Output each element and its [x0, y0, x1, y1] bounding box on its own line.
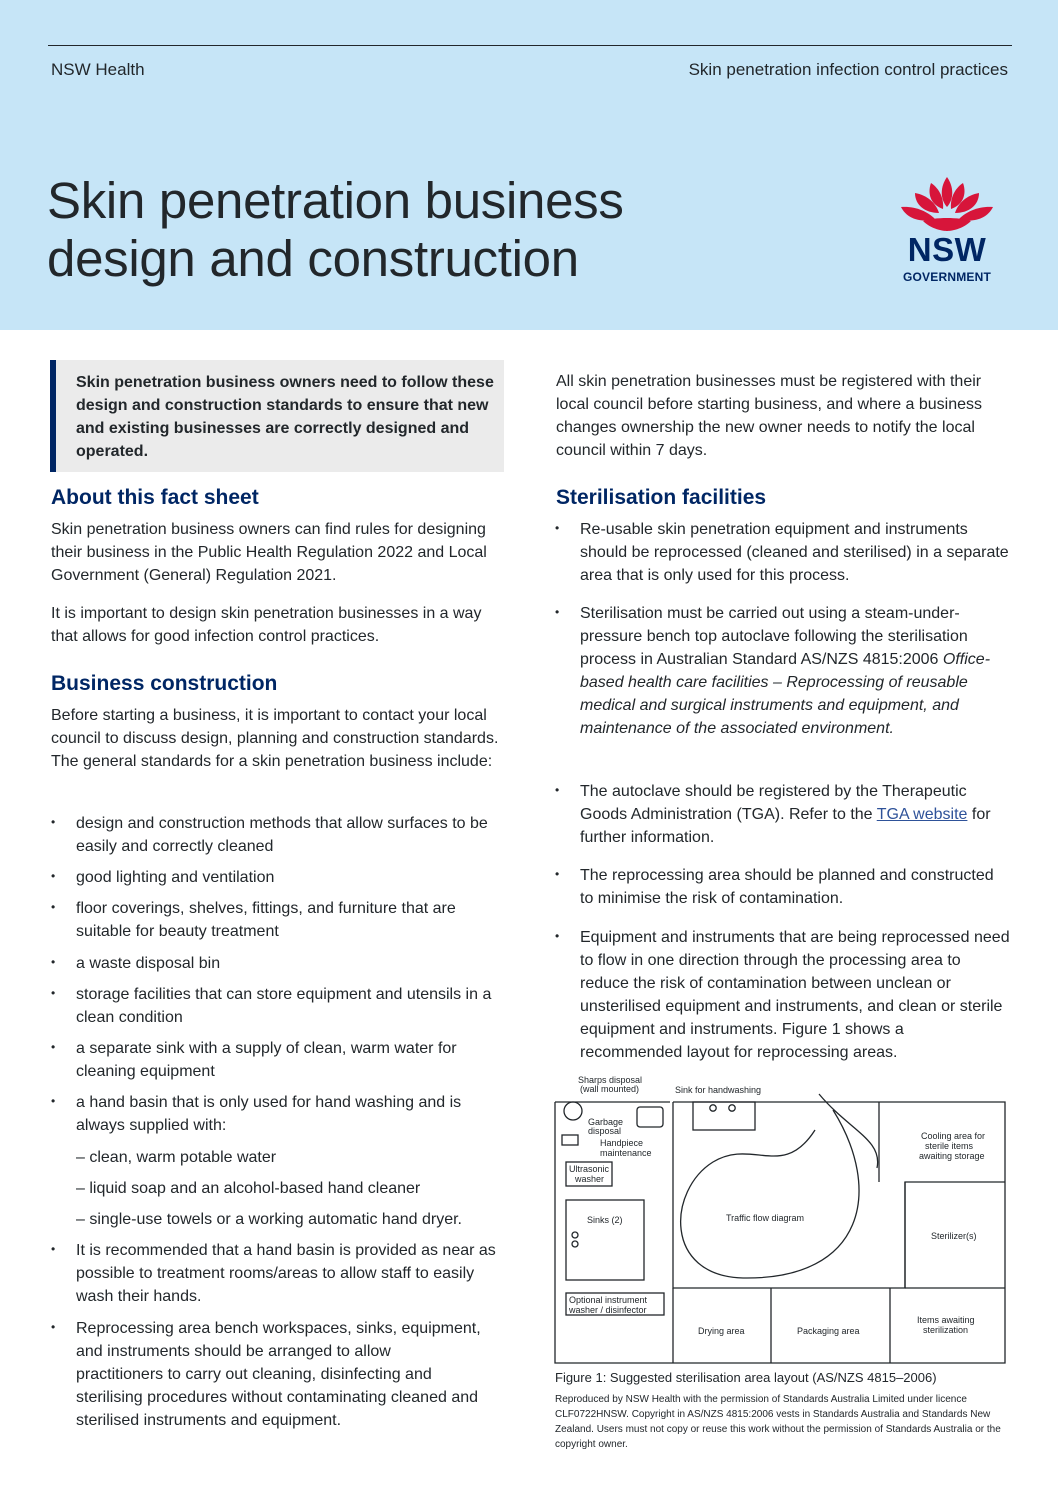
label-sharps: Sharps disposal [578, 1075, 643, 1085]
list-item: • The autoclave should be registered by the Therapeutic Goods Administration (TGA). Refer to the TGA website for further information. [555, 783, 991, 846]
callout-text: Skin penetration business owners need to follow these design and construction standards to ensure that new and existing businesses are correctly designed and operated. [76, 374, 494, 460]
label-ultrasonic-2: washer [575, 1174, 605, 1184]
label-sinks: Sinks (2) [587, 1215, 623, 1225]
label-handpiece: Handpiece [600, 1138, 644, 1148]
label-garbage-2: disposal [588, 1126, 622, 1136]
label-garbage: Garbage [588, 1117, 624, 1127]
label-cooling-2: sterile items [925, 1141, 974, 1151]
about-paragraph-1: Skin penetration business owners can find rules for designing their business in the Public Health Regulation 2022 and Local Government (General) Regulation 2021. [51, 521, 487, 584]
nsw-government-logo [893, 175, 1003, 290]
label-ultrasonic: Ultrasonic [569, 1164, 610, 1174]
sub-list-item: – single-use towels or a working automatic hand dryer. [76, 1211, 462, 1228]
list-item: • The reprocessing area should be planned and constructed to minimise the risk of contamination. [555, 867, 994, 907]
construction-paragraph: Before starting a business, it is important to contact your local council to discuss design, planning and construction standards. The general standards for a skin penetration business include: [51, 707, 499, 770]
label-awaiting: Items awaiting [917, 1315, 975, 1325]
waratah-icon [893, 175, 1001, 233]
figure-copyright-note: Reproduced by NSW Health with the permission of Standards Australia Limited under licence CLF0722HNSW. Copyright in AS/NZS 4815:2006 vests in Standards Australia and Standards New Zealand. Users must not copy or reuse this work without the permission of Standards Australia or the copyright owner. [555, 1394, 1001, 1450]
list-item: • Re-usable skin penetration equipment and instruments should be reprocessed (cleaned and sterilised) in a separate area that is only used for this process. [555, 521, 1009, 584]
label-traffic: Traffic flow diagram [726, 1213, 805, 1223]
label-optional-2: washer / disinfector [569, 1305, 647, 1315]
about-paragraph-2: It is important to design skin penetration businesses in a way that allows for good infection control practices. [51, 605, 482, 645]
label-awaiting-2: sterilization [923, 1325, 969, 1335]
sterilisation-layout-diagram [553, 1070, 1008, 1365]
heading-construction: Business construction [51, 672, 278, 695]
heading-sterilisation: Sterilisation facilities [556, 486, 767, 509]
registration-paragraph: All skin penetration businesses must be registered with their local council before starting business, and where a business changes ownership the new owner needs to notify the local council within 7 days. [556, 373, 983, 459]
label-sharps-2: (wall mounted) [580, 1084, 640, 1094]
org-name: NSW Health [51, 60, 145, 79]
label-packaging: Packaging area [797, 1326, 860, 1336]
list-item: • Reprocessing area bench workspaces, sinks, equipment, and instruments should be arranged to allow practitioners to carry out cleaning, disinfecting and sterilising procedures without contaminating cleaned and sterilised instruments and equipment. [51, 1320, 481, 1429]
header-rule [48, 45, 1012, 46]
title-line-1: Skin penetration business [47, 172, 624, 229]
title-line-2: design and construction [47, 230, 579, 287]
list-item: • Equipment and instruments that are being reprocessed need to flow in one direction through the processing area to reduce the risk of contamination between unclean or unsterilised equipment and instruments, and clean or sterile equipment and instruments. Figure 1 shows a recommended layout for reprocessing areas. [555, 929, 1010, 1061]
list-item: • good lighting and ventilation [51, 869, 275, 886]
label-cooling-3: awaiting storage [919, 1151, 985, 1161]
page-title [47, 172, 624, 288]
label-optional: Optional instrument [569, 1295, 648, 1305]
standard-title: Office-based health care facilities – Reprocessing of reusable medical and surgical instruments and equipment, and maintenance of the associated environment. [580, 651, 991, 737]
sub-list-item: – liquid soap and an alcohol-based hand cleaner [76, 1180, 421, 1197]
list-item: • a separate sink with a supply of clean, warm water for cleaning equipment [51, 1040, 457, 1080]
series-title: Skin penetration infection control practices [688, 60, 1008, 79]
header-band [0, 0, 1058, 330]
list-item: • design and construction methods that allow surfaces to be easily and correctly cleaned [51, 815, 488, 855]
logo-subtext: GOVERNMENT [902, 270, 991, 284]
logo-wordmark: NSW [907, 231, 987, 268]
label-sink-hand: Sink for handwashing [675, 1085, 762, 1095]
list-item: • a waste disposal bin [51, 955, 221, 972]
list-item: • Sterilisation must be carried out using a steam-under-pressure bench top autoclave following the sterilisation process in Australian Standard AS/NZS 4815:2006 Office-based health care facilities – Reprocessing of reusable medical and surgical instruments and equipment, and maintenance of the associated environment. [555, 605, 991, 737]
list-item: • a hand basin that is only used for hand washing and is always supplied with: [51, 1094, 462, 1134]
label-handpiece-2: maintenance [600, 1148, 652, 1158]
label-drying: Drying area [698, 1326, 745, 1336]
figure-caption: Figure 1: Suggested sterilisation area layout (AS/NZS 4815–2006) [555, 1370, 937, 1385]
intro-callout [50, 360, 504, 472]
sub-list-item: – clean, warm potable water [76, 1149, 277, 1166]
list-item: • It is recommended that a hand basin is provided as near as possible to treatment rooms/areas to allow staff to easily wash their hands. [51, 1242, 496, 1305]
list-item: • floor coverings, shelves, fittings, and furniture that are suitable for beauty treatment [51, 900, 456, 940]
label-sterilizer: Sterilizer(s) [931, 1231, 977, 1241]
list-item: • storage facilities that can store equipment and utensils in a clean condition [51, 986, 492, 1026]
heading-about: About this fact sheet [51, 486, 259, 509]
tga-website-link[interactable]: TGA website [876, 806, 968, 823]
label-cooling: Cooling area for [921, 1131, 986, 1141]
